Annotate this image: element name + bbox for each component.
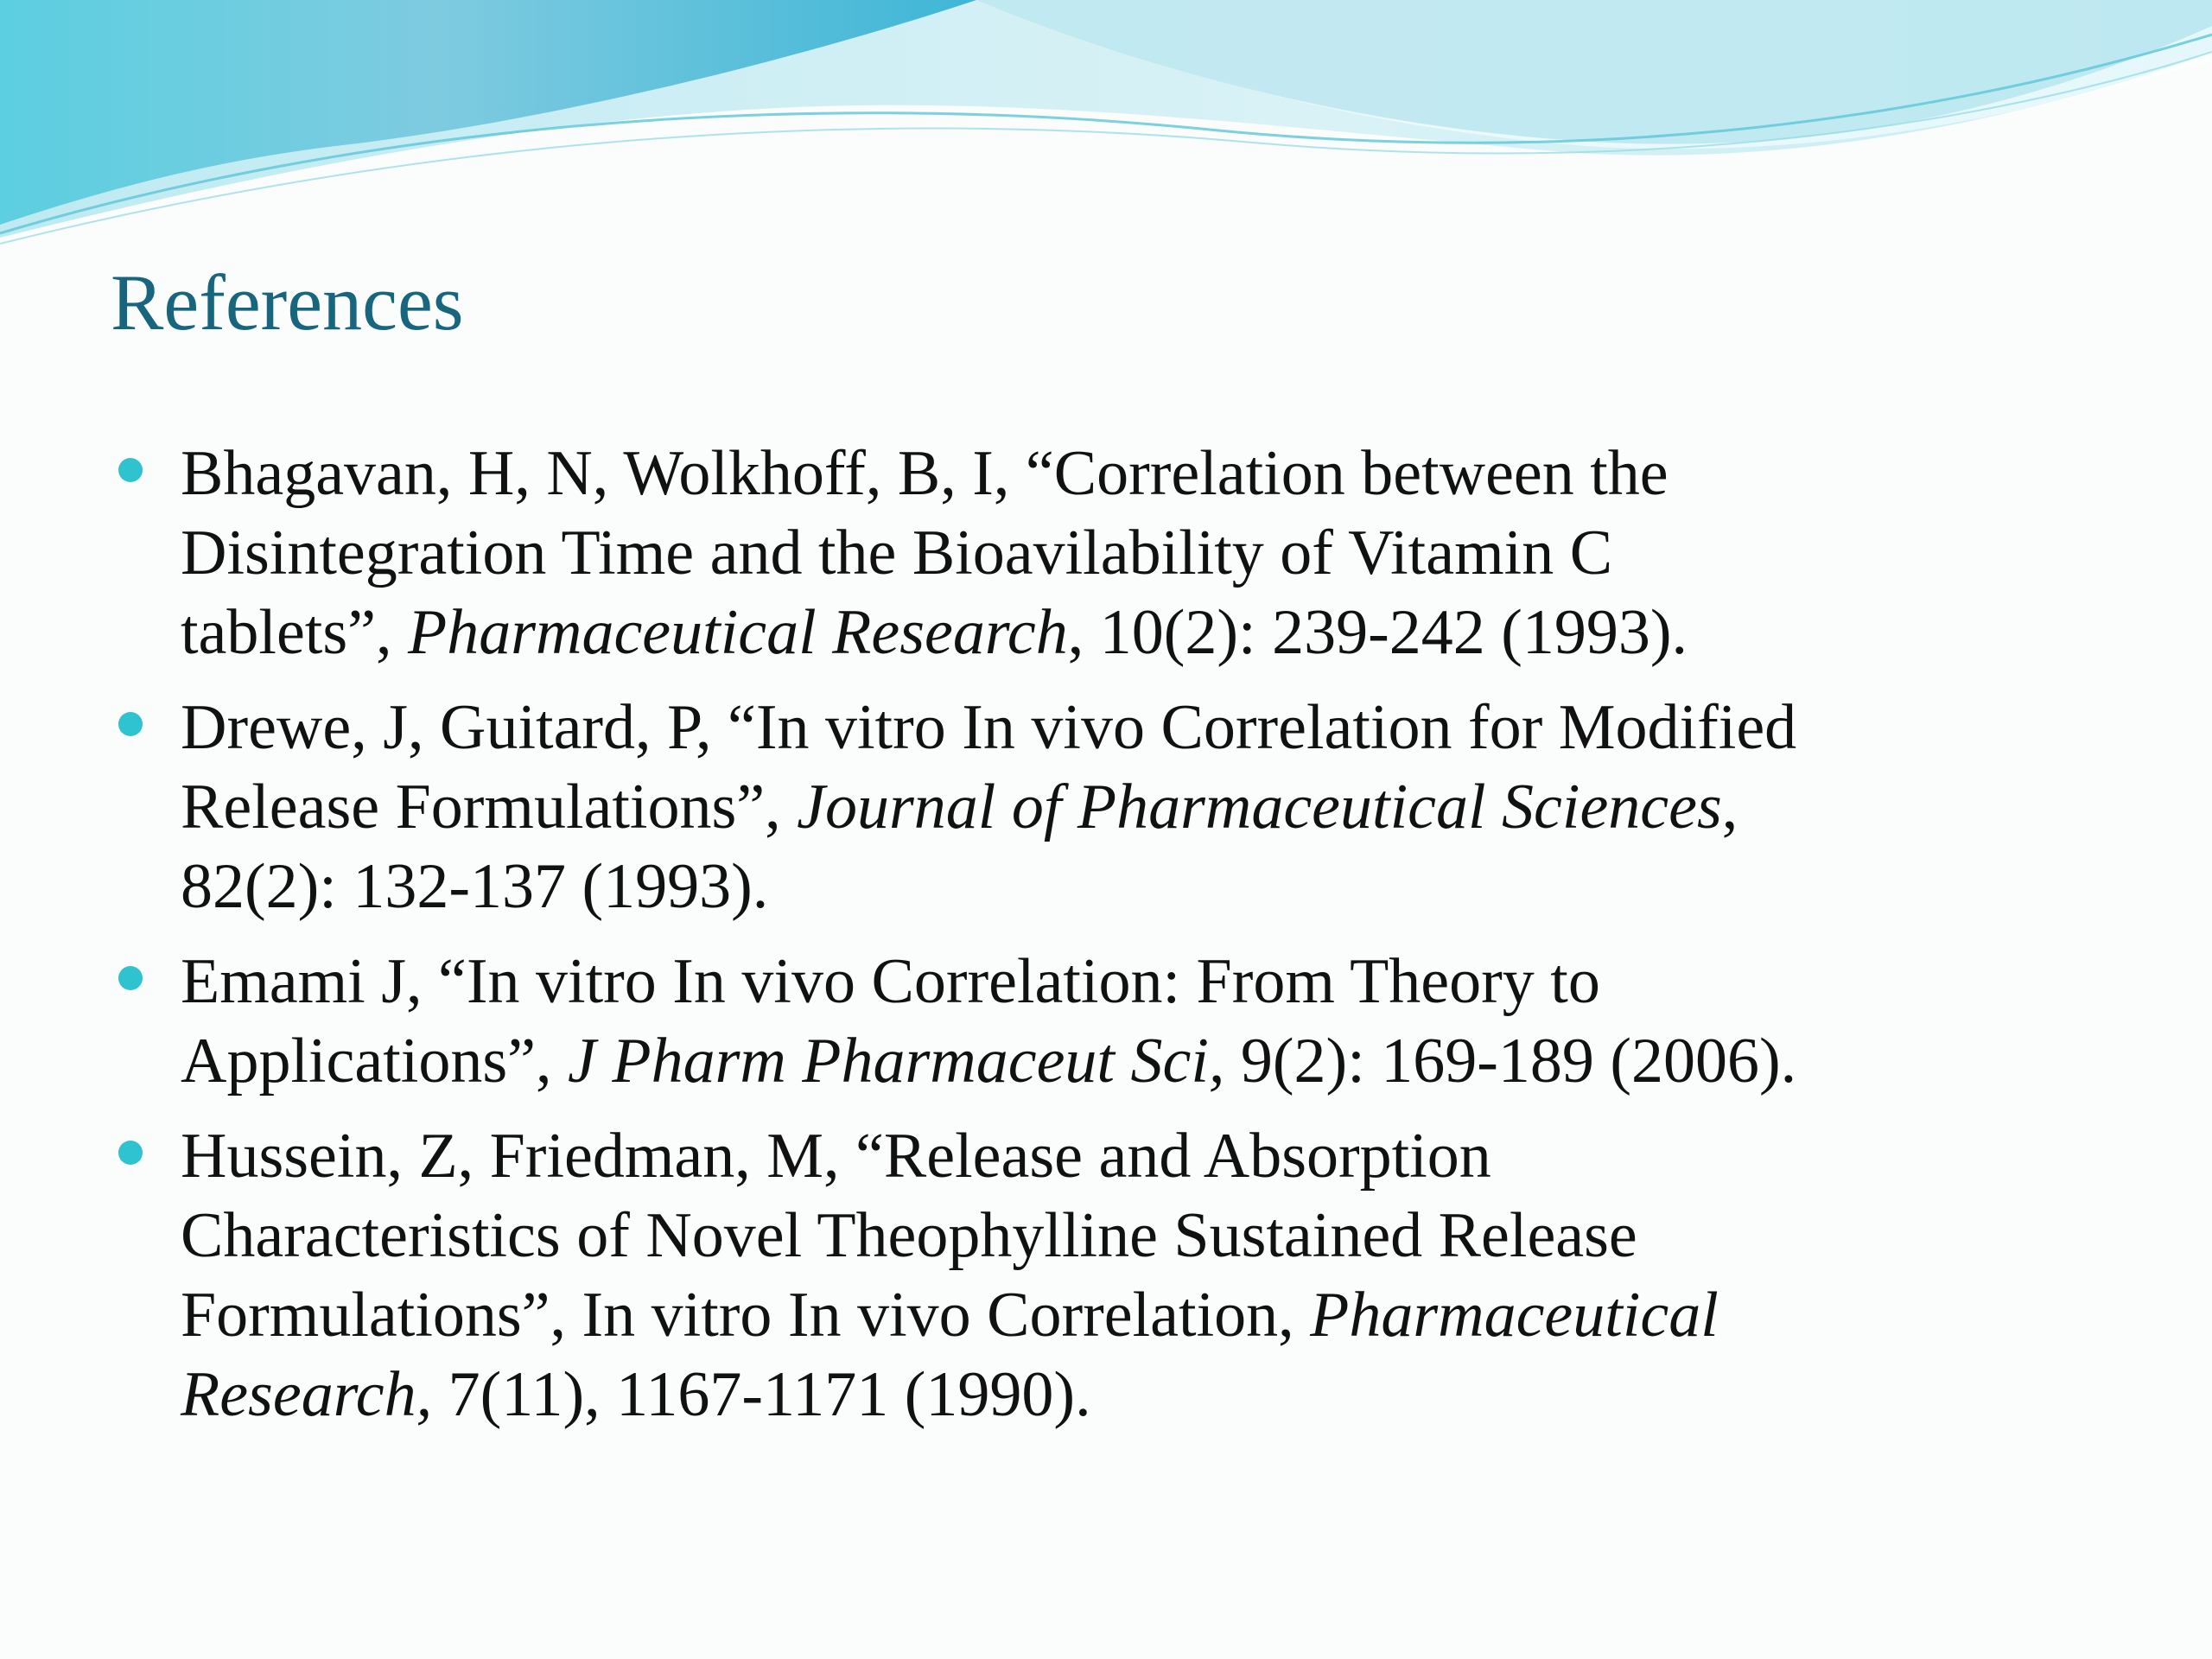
reference-text: Hussein, Z, Friedman, M, “Release and Absorption xyxy=(181,1121,1491,1192)
reference-text: Bhagavan, H, N, Wolkhoff, B, I, “Correlation between the xyxy=(181,438,1669,509)
reference-line xyxy=(181,593,2106,672)
journal-title: Research, xyxy=(181,1359,433,1430)
reference-text: Disintegration Time and the Bioavilability of Vitamin C xyxy=(181,518,1613,588)
reference-text: 82(2): 132-137 (1993). xyxy=(181,851,769,922)
reference-line xyxy=(181,434,2106,513)
reference-line xyxy=(181,942,2106,1021)
reference-item xyxy=(118,1116,2106,1434)
reference-item xyxy=(118,688,2106,926)
reference-text: Release Formulations”, xyxy=(181,772,798,842)
journal-title: Journal of Pharmaceutical Sciences xyxy=(797,772,1722,842)
reference-line xyxy=(181,767,2106,847)
journal-title: Pharmaceutical Research xyxy=(408,597,1068,668)
reference-item xyxy=(118,434,2106,672)
reference-text: 7(11), 1167-1171 (1990). xyxy=(432,1359,1091,1430)
reference-line xyxy=(181,1021,2106,1101)
bullet-icon xyxy=(118,712,143,736)
reference-text: Characteristics of Novel Theophylline Sustained Release xyxy=(181,1200,1637,1271)
journal-title: Pharmaceutical xyxy=(1310,1280,1719,1351)
reference-line xyxy=(181,688,2106,767)
reference-line xyxy=(181,1116,2106,1196)
reference-line xyxy=(181,847,2106,926)
bullet-icon xyxy=(118,458,143,482)
bullet-icon xyxy=(118,1141,143,1165)
reference-text: Emami J, “In vitro In vivo Correlation: From Theory to xyxy=(181,946,1600,1017)
reference-list xyxy=(118,434,2106,1450)
reference-line xyxy=(181,1275,2106,1355)
slide-title: References xyxy=(111,258,464,346)
reference-text: 9(2): 169-189 (2006). xyxy=(1224,1026,1797,1096)
reference-text: tablets”, xyxy=(181,597,409,668)
reference-line xyxy=(181,513,2106,593)
reference-text: Formulations”, In vitro In vivo Correlation, xyxy=(181,1280,1311,1351)
journal-title: J Pharm Pharmaceut Sci, xyxy=(568,1026,1225,1096)
reference-text: Applications”, xyxy=(181,1026,569,1096)
reference-text: , 10(2): 239-242 (1993). xyxy=(1067,597,1688,668)
reference-line xyxy=(181,1196,2106,1275)
reference-text: , xyxy=(1721,772,1738,842)
reference-text: Drewe, J, Guitard, P, “In vitro In vivo Correlation for Modified xyxy=(181,692,1797,763)
header-wave-decoration xyxy=(0,0,2212,259)
reference-line xyxy=(181,1355,2106,1434)
bullet-icon xyxy=(118,966,143,990)
reference-item xyxy=(118,942,2106,1101)
